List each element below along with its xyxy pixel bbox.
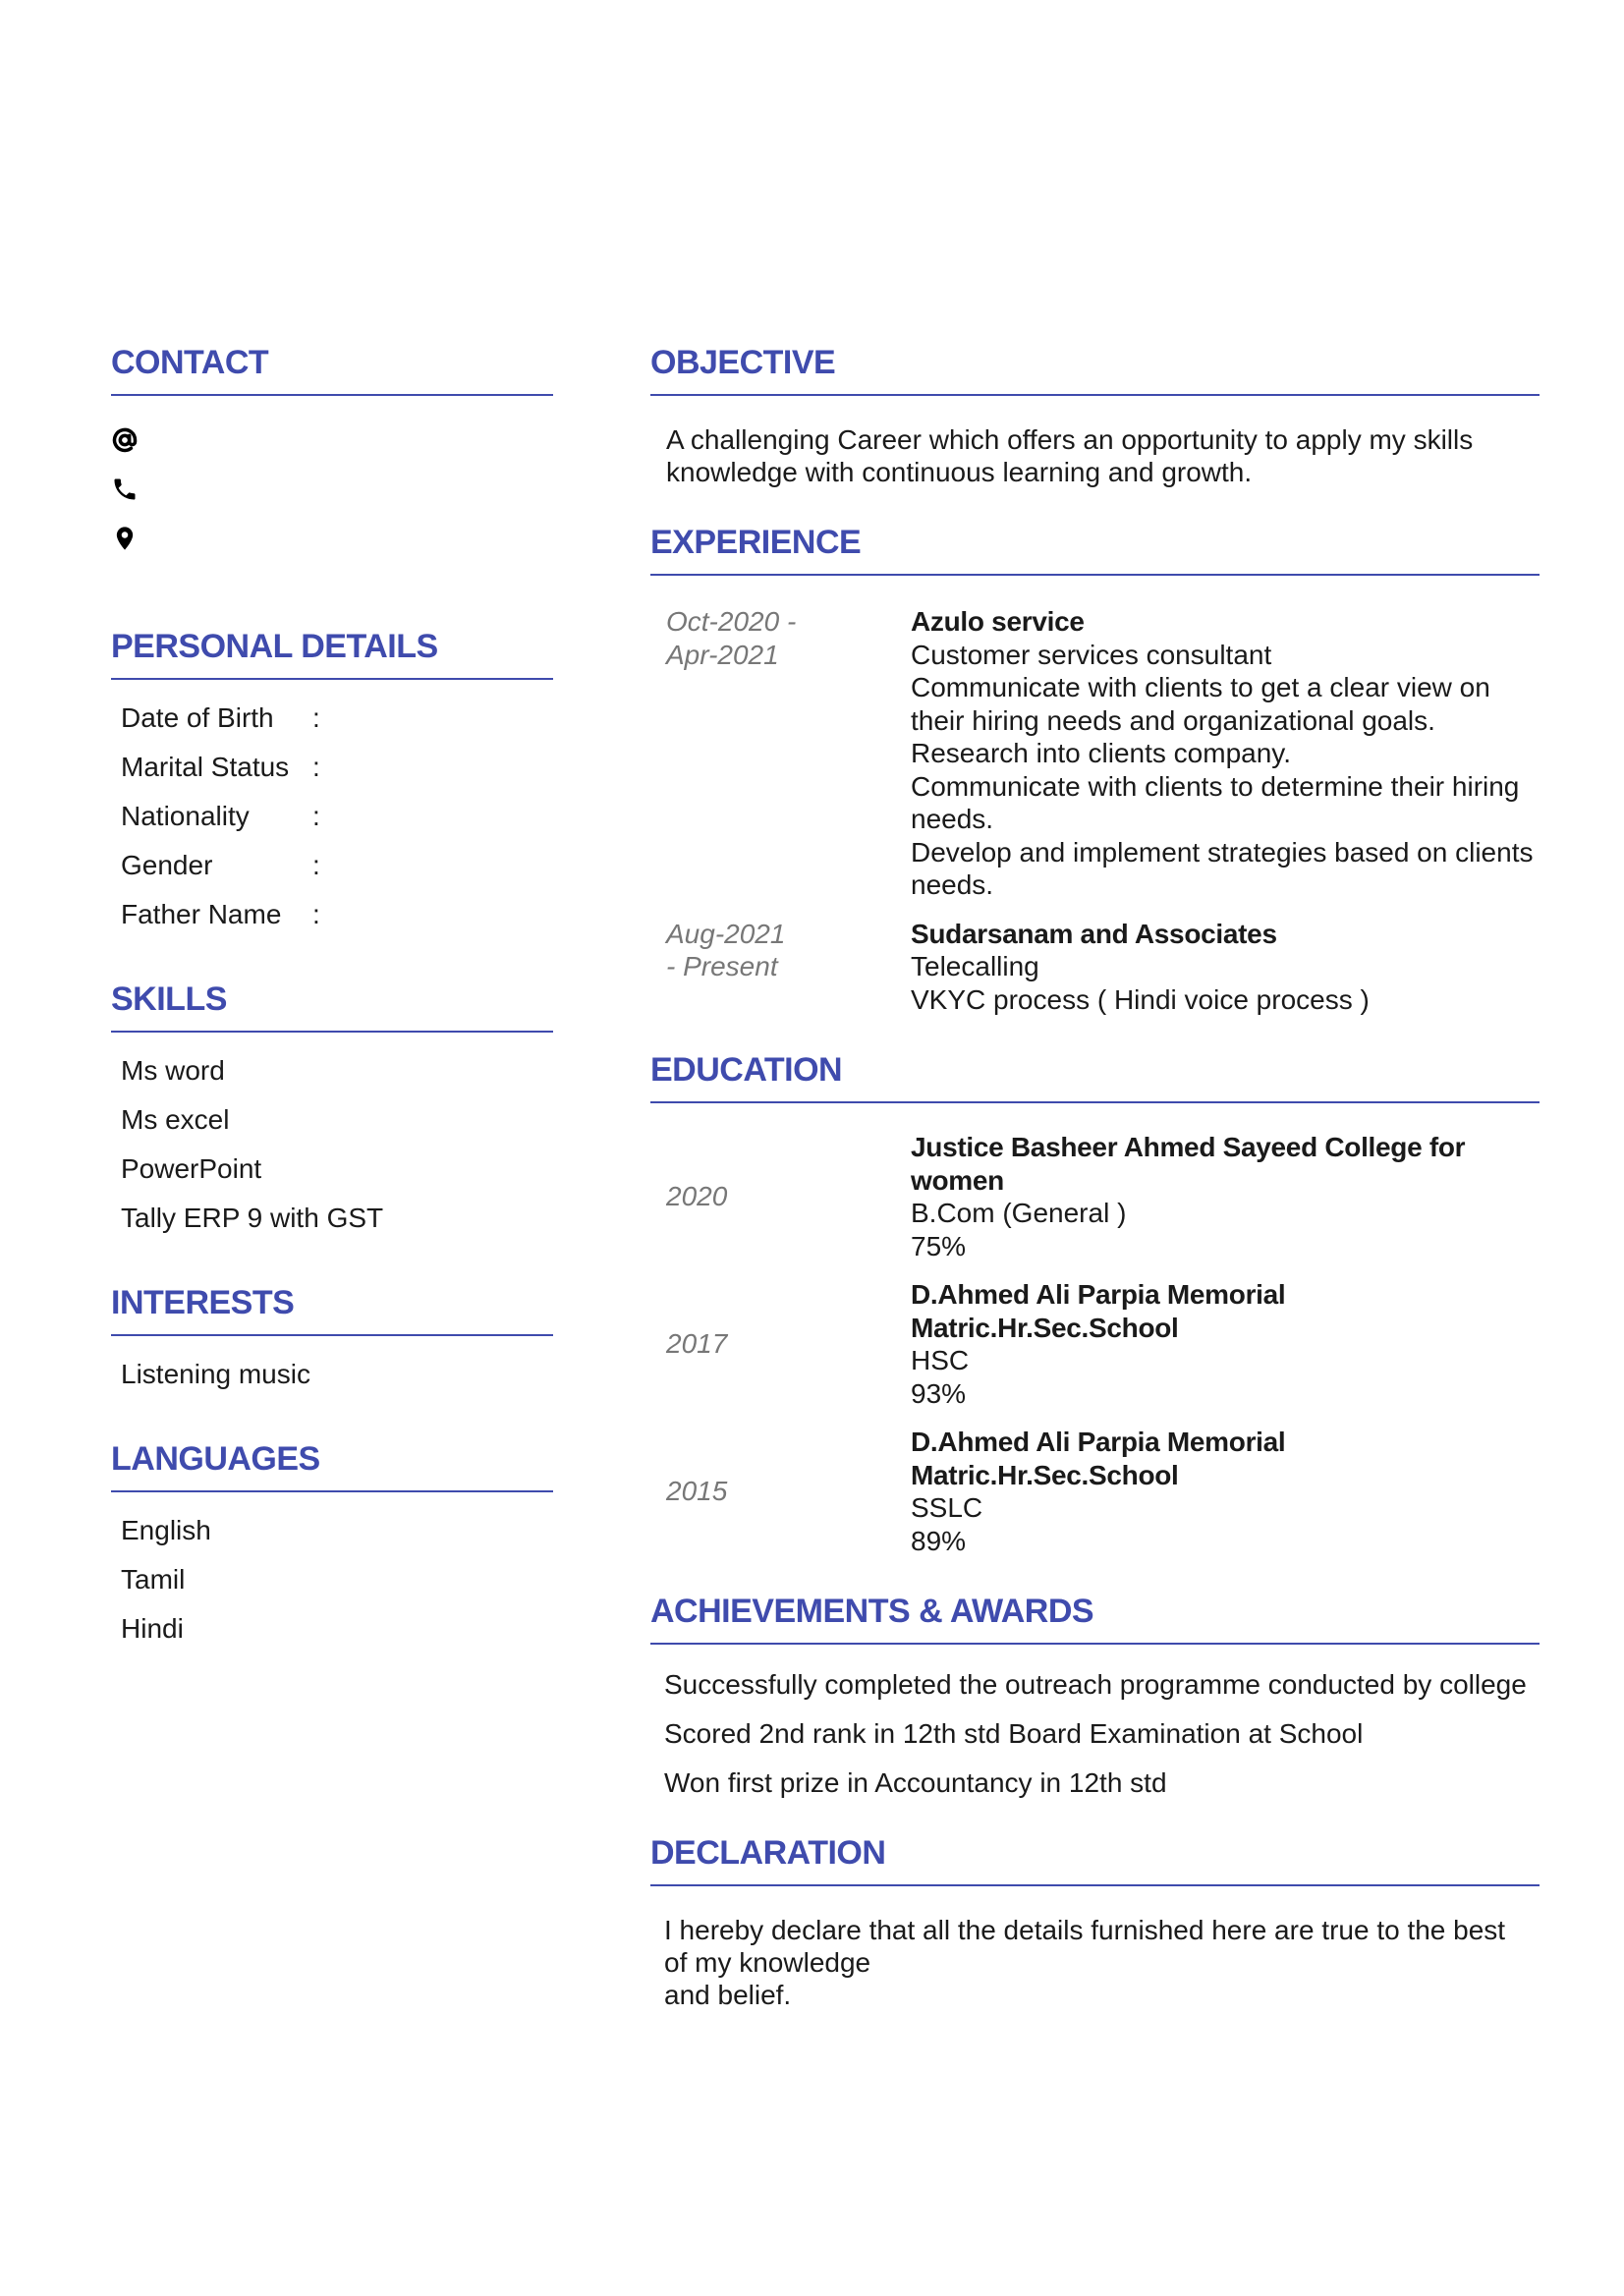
contact-phone-row bbox=[111, 465, 553, 514]
education-body bbox=[911, 1426, 1540, 1557]
phone-icon bbox=[111, 476, 139, 503]
left-column bbox=[111, 344, 553, 1695]
personal-detail-colon: : bbox=[312, 899, 320, 929]
language-item: Tamil bbox=[121, 1564, 186, 1595]
experience-date-end: - Present bbox=[666, 951, 778, 981]
objective-section bbox=[650, 344, 1540, 488]
personal-detail-colon: : bbox=[312, 702, 320, 733]
personal-details-title: PERSONAL DETAILS bbox=[111, 628, 553, 680]
skill-item: Ms excel bbox=[121, 1104, 230, 1135]
interests-title: INTERESTS bbox=[111, 1284, 553, 1336]
personal-detail-colon: : bbox=[312, 752, 320, 782]
education-body bbox=[911, 1278, 1540, 1410]
personal-detail-row bbox=[121, 743, 553, 792]
personal-details-section bbox=[111, 628, 553, 939]
achievement-item: Won first prize in Accountancy in 12th std bbox=[664, 1767, 1167, 1798]
education-degree: HSC bbox=[911, 1345, 970, 1375]
right-column bbox=[650, 344, 1540, 2046]
education-degree: B.Com (General ) bbox=[911, 1198, 1127, 1228]
experience-line: Communicate with clients to determine their hiring needs. bbox=[911, 770, 1520, 834]
achievement-item: Successfully completed the outreach programme conducted by college bbox=[664, 1669, 1527, 1700]
email-at-icon bbox=[111, 426, 139, 454]
contact-email-row bbox=[111, 416, 553, 465]
experience-line: VKYC process ( Hindi voice process ) bbox=[911, 983, 1370, 1015]
experience-line: Develop and implement strategies based on clients needs. bbox=[911, 836, 1534, 900]
objective-text: A challenging Career which offers an opportunity to apply my skills knowledge with continuous learning and growth. bbox=[666, 424, 1474, 487]
education-school: D.Ahmed Ali Parpia Memorial Matric.Hr.Sec.School bbox=[911, 1427, 1286, 1490]
language-item: Hindi bbox=[121, 1613, 184, 1644]
education-section bbox=[650, 1051, 1540, 1557]
declaration-section bbox=[650, 1834, 1540, 2011]
personal-detail-row bbox=[121, 890, 553, 939]
experience-date-end: Apr-2021 bbox=[666, 639, 779, 670]
personal-detail-colon: : bbox=[312, 801, 320, 831]
experience-line: Research into clients company. bbox=[911, 738, 1291, 768]
languages-list bbox=[111, 1492, 553, 1653]
education-entry bbox=[650, 1131, 1540, 1262]
language-item: English bbox=[121, 1515, 211, 1545]
personal-details-list bbox=[111, 680, 553, 939]
education-year: 2017 bbox=[666, 1328, 728, 1360]
experience-company: Sudarsanam and Associates bbox=[911, 918, 1277, 949]
experience-company: Azulo service bbox=[911, 606, 1085, 637]
contact-title: CONTACT bbox=[111, 344, 553, 396]
contact-list bbox=[111, 396, 553, 563]
declaration-text bbox=[650, 1886, 1540, 2011]
education-score: 89% bbox=[911, 1525, 967, 1556]
education-school: D.Ahmed Ali Parpia Memorial Matric.Hr.Sec.School bbox=[911, 1279, 1286, 1343]
skill-item: Ms word bbox=[121, 1055, 225, 1086]
education-entry bbox=[650, 1426, 1540, 1557]
objective-title: OBJECTIVE bbox=[650, 344, 1540, 396]
interest-item: Listening music bbox=[121, 1359, 310, 1389]
education-year: 2020 bbox=[666, 1181, 728, 1212]
achievements-section bbox=[650, 1593, 1540, 1799]
interests-section bbox=[111, 1284, 553, 1399]
education-title: EDUCATION bbox=[650, 1051, 1540, 1103]
interests-list bbox=[111, 1336, 553, 1399]
education-body bbox=[911, 1131, 1540, 1262]
education-degree: SSLC bbox=[911, 1492, 983, 1523]
education-score: 75% bbox=[911, 1230, 967, 1261]
experience-date-start: Aug-2021 bbox=[666, 918, 786, 949]
personal-detail-label: Father Name bbox=[121, 899, 282, 929]
personal-detail-label: Date of Birth bbox=[121, 702, 274, 733]
personal-detail-colon: : bbox=[312, 850, 320, 880]
experience-date-start: Oct-2020 - bbox=[666, 606, 797, 637]
declaration-line: I hereby declare that all the details furnished here are true to the best of my knowledge bbox=[664, 1915, 1506, 1978]
education-school: Justice Basheer Ahmed Sayeed College for women bbox=[911, 1132, 1466, 1196]
experience-title: EXPERIENCE bbox=[650, 524, 1540, 576]
experience-line: Customer services consultant bbox=[911, 639, 1272, 670]
personal-detail-label: Nationality bbox=[121, 801, 250, 831]
experience-section bbox=[650, 524, 1540, 1016]
education-entry bbox=[650, 1278, 1540, 1410]
personal-detail-row bbox=[121, 841, 553, 890]
skills-title: SKILLS bbox=[111, 980, 553, 1033]
experience-body bbox=[911, 605, 1540, 902]
skill-item: Tally ERP 9 with GST bbox=[121, 1203, 384, 1233]
skills-list bbox=[111, 1033, 553, 1243]
declaration-line: and belief. bbox=[664, 1980, 792, 2010]
experience-entry bbox=[650, 605, 1540, 902]
declaration-title: DECLARATION bbox=[650, 1834, 1540, 1886]
experience-date bbox=[650, 605, 911, 902]
education-score: 93% bbox=[911, 1377, 967, 1409]
achievements-list bbox=[650, 1645, 1540, 1799]
experience-list bbox=[650, 576, 1540, 1016]
personal-detail-label: Marital Status bbox=[121, 752, 290, 782]
location-pin-icon bbox=[111, 525, 139, 552]
education-year: 2015 bbox=[666, 1476, 728, 1507]
personal-detail-row bbox=[121, 792, 553, 841]
languages-title: LANGUAGES bbox=[111, 1440, 553, 1492]
education-list bbox=[650, 1103, 1540, 1557]
experience-body bbox=[911, 918, 1540, 1017]
contact-address-row bbox=[111, 514, 553, 563]
contact-section bbox=[111, 344, 553, 563]
skills-section bbox=[111, 980, 553, 1243]
achievement-item: Scored 2nd rank in 12th std Board Examination at School bbox=[664, 1718, 1364, 1749]
personal-detail-label: Gender bbox=[121, 850, 213, 880]
achievements-title: ACHIEVEMENTS & AWARDS bbox=[650, 1593, 1540, 1645]
experience-line: Telecalling bbox=[911, 951, 1039, 981]
skill-item: PowerPoint bbox=[121, 1153, 262, 1184]
experience-line: Communicate with clients to get a clear view on their hiring needs and organizational goals. bbox=[911, 672, 1490, 736]
experience-entry bbox=[650, 918, 1540, 1017]
languages-section bbox=[111, 1440, 553, 1653]
experience-date bbox=[650, 918, 911, 1017]
personal-detail-row bbox=[121, 694, 553, 743]
